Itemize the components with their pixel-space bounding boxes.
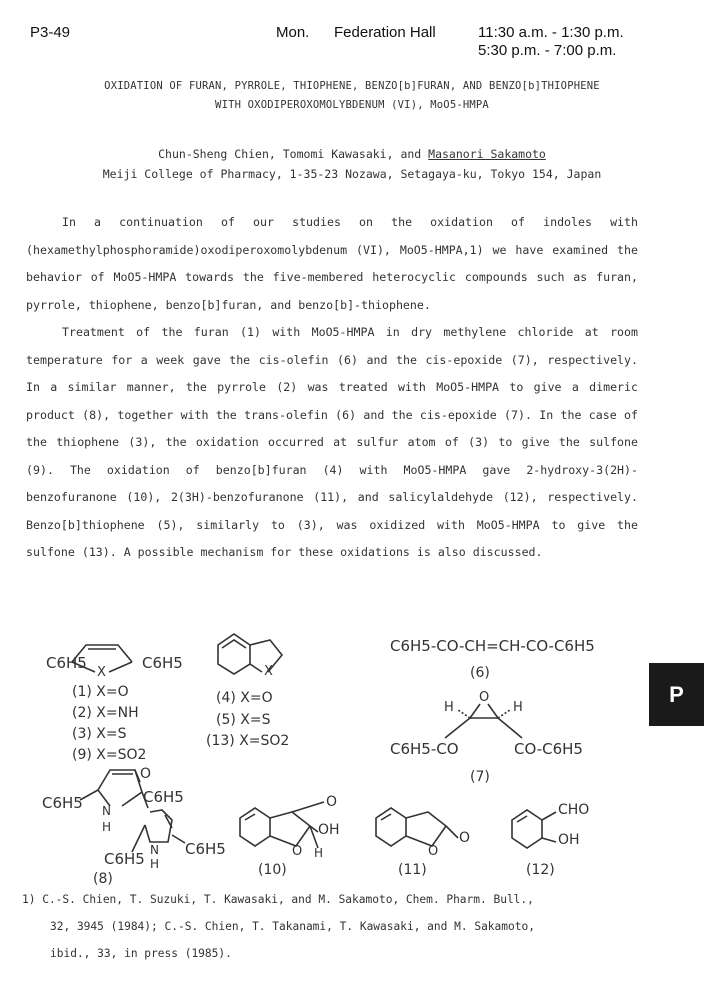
structure-11-ring-o: O	[428, 844, 439, 859]
structure-10-hydrogen: H	[314, 846, 324, 860]
structure-8-phenyl-4: C6H5	[104, 850, 145, 868]
structure-11-label: (11)	[398, 862, 427, 878]
structure-4-heteroatom: X	[264, 664, 273, 679]
structure-8-nitrogen-2: N	[150, 843, 159, 857]
structure-5-label: (5) X=S	[216, 712, 271, 728]
structure-1-right-group: C6H5	[142, 654, 183, 672]
structure-12-aldehyde: CHO	[558, 802, 590, 818]
structure-13-label: (13) X=SO2	[206, 733, 290, 749]
structure-8-phenyl-2: C6H5	[42, 794, 83, 812]
paper-title-line-2: WITH OXODIPEROXOMOLYBDENUM (VI), MoO5-HMPA	[215, 99, 489, 111]
affiliation: Meiji College of Pharmacy, 1-35-23 Nozawa, Setagaya-ku, Tokyo 154, Japan	[102, 167, 602, 181]
structure-10-ring	[240, 802, 324, 848]
structure-8-dimer	[80, 770, 185, 852]
structure-1-heteroatom: X	[97, 665, 106, 680]
structure-7-right-group: CO-C6H5	[514, 740, 583, 758]
structure-10-hydroxyl: OH	[318, 822, 340, 838]
structure-12-label: (12)	[526, 862, 555, 878]
structure-12-hydroxyl: OH	[558, 832, 580, 848]
reference-1-line-2: 32, 3945 (1984); C.-S. Chien, T. Takanami, T. Kawasaki, and M. Sakamoto,	[50, 920, 535, 933]
structure-7-epoxide	[445, 704, 522, 738]
structure-10-carbonyl-o: O	[326, 794, 338, 810]
abstract-paragraph-2: Treatment of the furan (1) with MoO5-HMPA in dry methylene chloride at room temperature for a week gave the cis-olefin (6) and the cis-epoxide (7), respectively. In a similar manner, the pyrrole (2) was treated with MoO5-HMPA to give a dimeric product (8), together with the trans-olefin (6) and the cis-epoxide (7). In the case of the thiophene (3), the oxidation occurred at sulfur atom of (3) to give the sulfone (9). The oxidation of benzo[b]furan (4) with MoO5-HMPA gave 2-hydroxy-3(2H)-benzofuranone (10), 2(3H)-benzofuranone (11), and salicylaldehyde (12), respectively. Benzo[b]thiophene (5), similarly to (3), was oxidized with MoO5-HMPA to give the sulfone (13). A possible mechanism for these oxidations is also discussed.	[26, 325, 638, 559]
session-day: Mon.	[276, 24, 310, 41]
structure-12-ring	[512, 810, 556, 848]
structure-1-left-group: C6H5	[46, 654, 87, 672]
structure-8-oxygen: O	[140, 766, 152, 782]
structure-8-phenyl-1: C6H5	[143, 788, 184, 806]
structure-7-oxygen: O	[479, 690, 490, 705]
structure-3-label: (3) X=S	[72, 726, 127, 742]
author-1: Chun-Sheng Chien,	[158, 147, 283, 161]
author-2: Tomomi Kawasaki, and	[282, 147, 429, 161]
abstract-paragraph-1: In a continuation of our studies on the oxidation of indoles with (hexamethylphosphoramide)oxodiperoxomolybdenum (VI), MoO5-HMPA,1) we have examined the behavior of MoO5-HMPA towards the five-membered heterocyclic compounds such as furan, pyrrole, thiophene, benzo[b]furan, and benzo[b]-thiophene.	[26, 215, 638, 312]
session-venue: Federation Hall	[334, 24, 436, 41]
structure-8-label: (8)	[93, 871, 113, 887]
structure-6-formula: C6H5-CO-CH=CH-CO-C6H5	[390, 637, 595, 655]
structure-10-label: (10)	[258, 862, 287, 878]
structure-7-h-left: H	[444, 700, 454, 715]
reference-1-line-3: ibid., 33, in press (1985).	[50, 947, 232, 960]
session-time-2: 5:30 p.m. - 7:00 p.m.	[478, 42, 617, 59]
section-tab: P	[649, 663, 704, 726]
structure-8-hydrogen-1: H	[102, 820, 112, 834]
structure-8-nitrogen-1: N	[102, 804, 111, 818]
structure-1-label: (1) X=O	[72, 684, 129, 700]
structure-7-left-group: C6H5-CO	[390, 740, 459, 758]
structure-10-ring-o: O	[292, 844, 303, 859]
reference-1-line-1: 1) C.-S. Chien, T. Suzuki, T. Kawasaki, and M. Sakamoto, Chem. Pharm. Bull.,	[22, 893, 534, 906]
structure-11-ring	[376, 808, 458, 846]
structure-7-h-right: H	[513, 700, 523, 715]
author-3-presenter: Masanori Sakamoto	[428, 147, 546, 161]
structure-11-carbonyl-o: O	[459, 830, 471, 846]
structure-8-hydrogen-2: H	[150, 857, 160, 871]
structure-9-label: (9) X=SO2	[72, 747, 147, 763]
structure-2-label: (2) X=NH	[72, 705, 139, 721]
abstract-code: P3-49	[30, 24, 71, 41]
structure-4-label: (4) X=O	[216, 690, 273, 706]
structure-7-label: (7)	[470, 769, 490, 785]
paper-title-line-1: OXIDATION OF FURAN, PYRROLE, THIOPHENE, BENZO[b]FURAN, AND BENZO[b]THIOPHENE	[104, 80, 600, 92]
structure-8-phenyl-3: C6H5	[185, 840, 226, 858]
session-time-1: 11:30 a.m. - 1:30 p.m.	[478, 24, 624, 41]
references	[22, 886, 662, 967]
structure-6-label: (6)	[470, 665, 490, 681]
